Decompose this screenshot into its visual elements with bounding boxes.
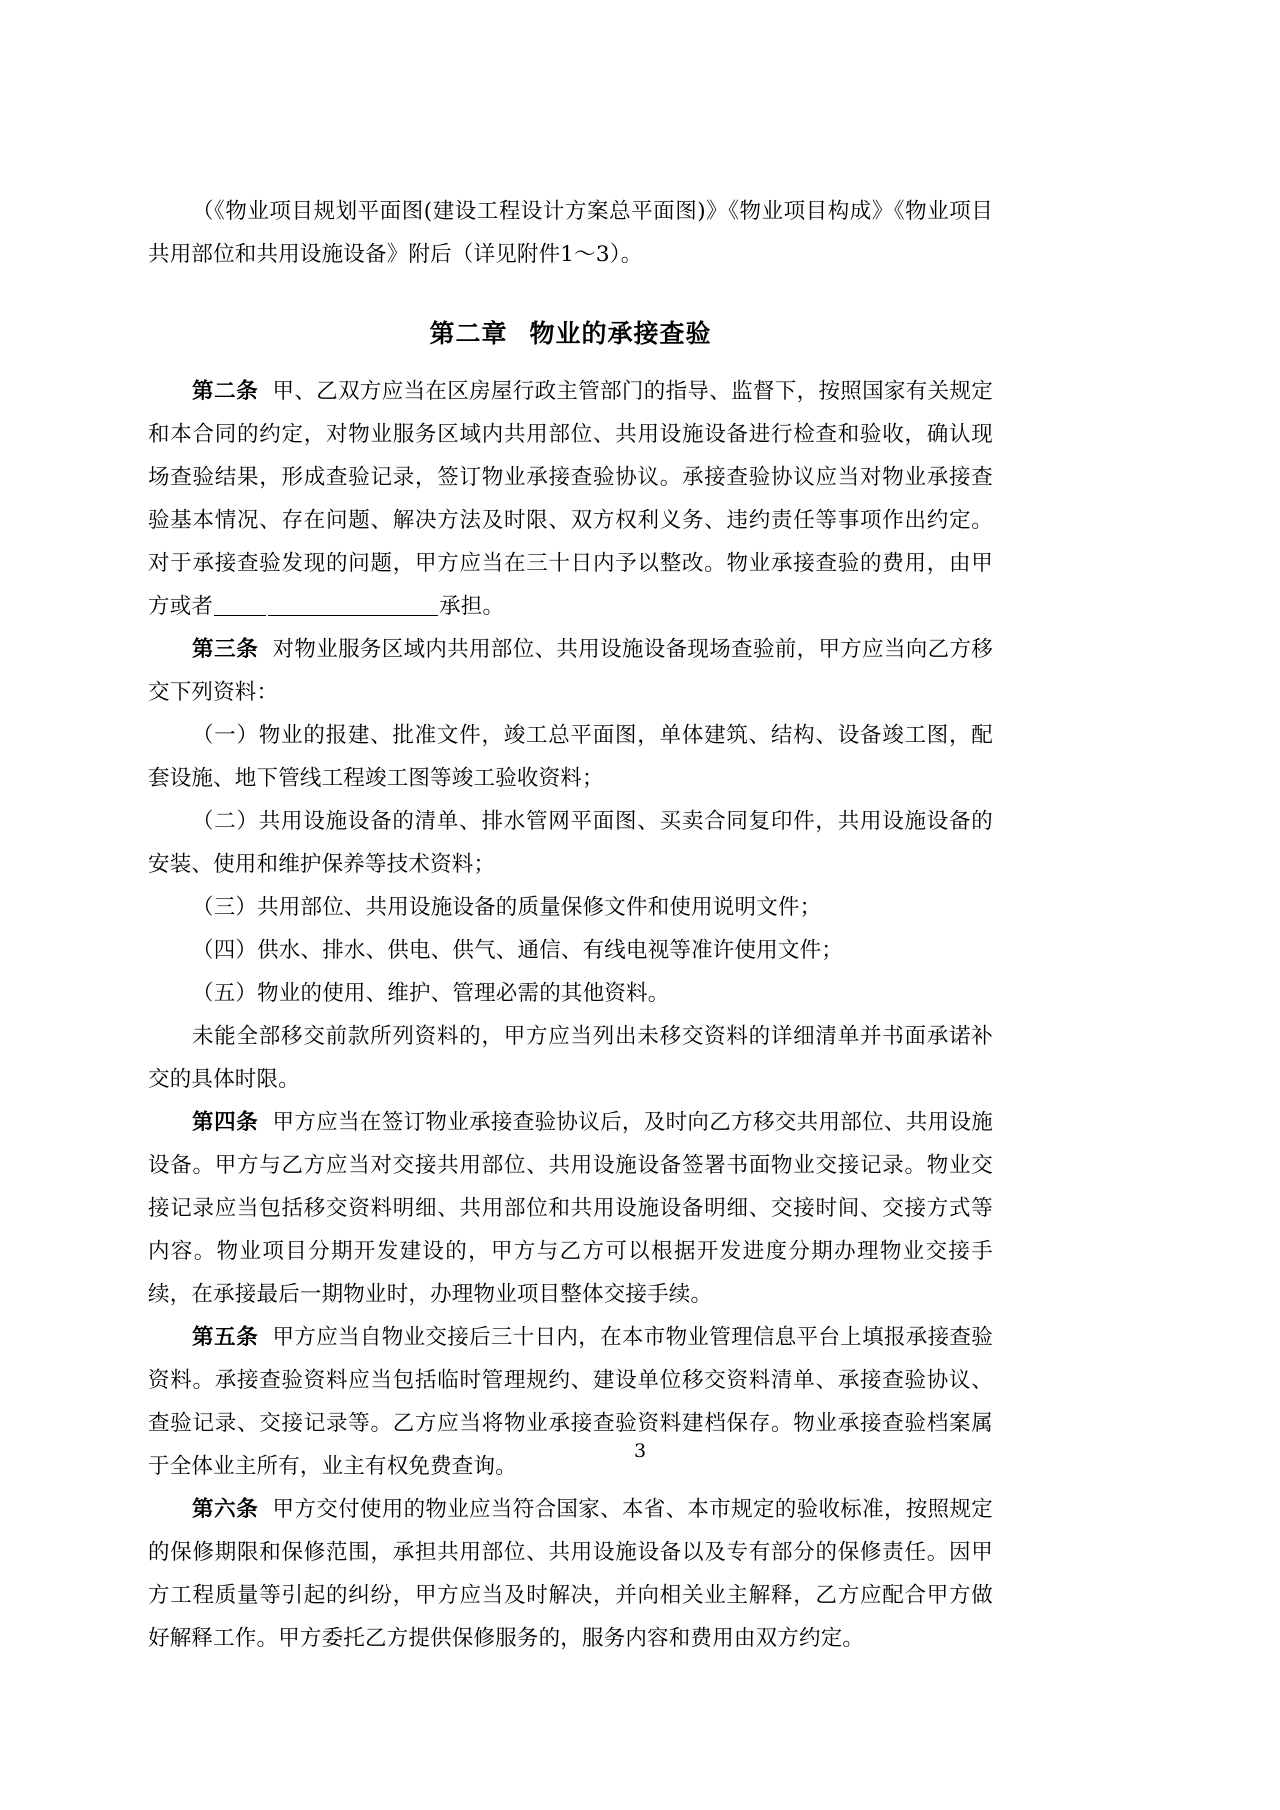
article-paragraph-6 [148, 1488, 993, 1660]
list-item: （一）物业的报建、批准文件，竣工总平面图，单体建筑、结构、设备竣工图，配套设施、地下管线工程竣工图等竣工验收资料； [148, 723, 993, 791]
fill-blank-payer-long[interactable] [268, 615, 438, 616]
article-body-2: 甲、乙双方应当在区房屋行政主管部门的指导、监督下，按照国家有关规定和本合同的约定，对物业服务区域内共用部位、共用设施设备进行检查和验收，确认现场查验结果，形成查验记录，签订物业承接查验协议。承接查验协议应当对物业承接查验基本情况、存在问题、解决方法及时限、双方权利义务、违约责任等事项作出约定。对于承接查验发现的问题，甲方应当在三十日内予以整改。物业承接查验的费用，由甲方或者 [148, 379, 993, 619]
intro-paragraph: （《物业项目规划平面图(建设工程设计方案总平面图)》《物业项目构成》《物业项目共用部位和共用设施设备》附后（详见附件1～3）。 [148, 199, 993, 267]
article-paragraph-5 [148, 1316, 993, 1488]
article-body-5: 甲方应当自物业交接后三十日内，在本市物业管理信息平台上填报承接查验资料。承接查验资料应当包括临时管理规约、建设单位移交资料清单、承接查验协议、查验记录、交接记录等。乙方应当将物业承接查验资料建档保存。物业承接查验档案属于全体业主所有，业主有权免费查询。 [148, 1325, 993, 1479]
list-item: （四）供水、排水、供电、供气、通信、有线电视等准许使用文件； [192, 938, 844, 963]
article-body-6: 甲方交付使用的物业应当符合国家、本省、本市规定的验收标准，按照规定的保修期限和保修范围，承担共用部位、共用设施设备以及专有部分的保修责任。因甲方工程质量等引起的纠纷，甲方应当及时解决，并向相关业主解释，乙方应配合甲方做好解释工作。甲方委托乙方提供保修服务的，服务内容和费用由双方约定。 [148, 1497, 993, 1651]
article-paragraph-4 [148, 1101, 993, 1316]
article-3-closing: 未能全部移交前款所列资料的，甲方应当列出未移交资料的详细清单并书面承诺补交的具体时限。 [148, 1024, 993, 1092]
article-body-2-tail: 承担。 [439, 594, 505, 619]
article-number-5: 第五条 [192, 1325, 259, 1350]
article-body-3: 对物业服务区域内共用部位、共用设施设备现场查验前，甲方应当向乙方移交下列资料： [148, 637, 993, 705]
article-number-2: 第二条 [192, 379, 259, 404]
article-paragraph-2 [148, 370, 993, 628]
chapter-heading [148, 312, 993, 356]
article-number-4: 第四条 [192, 1110, 259, 1135]
page-number: 3 [633, 1440, 647, 1462]
article-body-4: 甲方应当在签订物业承接查验协议后，及时向乙方移交共用部位、共用设施设备。甲方与乙方应当对交接共用部位、共用设施设备签署书面物业交接记录。物业交接记录应当包括移交资料明细、共用部位和共用设施设备明细、交接时间、交接方式等内容。物业项目分期开发建设的，甲方与乙方可以根据开发进度分期办理物业交接手续，在承接最后一期物业时，办理物业项目整体交接手续。 [148, 1110, 993, 1307]
chapter-number: 第二章 [429, 319, 508, 348]
chapter-title: 物业的承接查验 [529, 319, 712, 348]
article-number-6: 第六条 [192, 1497, 259, 1522]
fill-blank-payer-short[interactable] [214, 615, 266, 616]
article-paragraph-3 [148, 628, 993, 714]
article-number-3: 第三条 [192, 637, 259, 662]
list-item: （三）共用部位、共用设施设备的质量保修文件和使用说明文件； [192, 895, 822, 920]
list-item: （五）物业的使用、维护、管理必需的其他资料。 [192, 981, 670, 1006]
list-item: （二）共用设施设备的清单、排水管网平面图、买卖合同复印件，共用设施设备的安装、使用和维护保养等技术资料； [148, 809, 993, 877]
